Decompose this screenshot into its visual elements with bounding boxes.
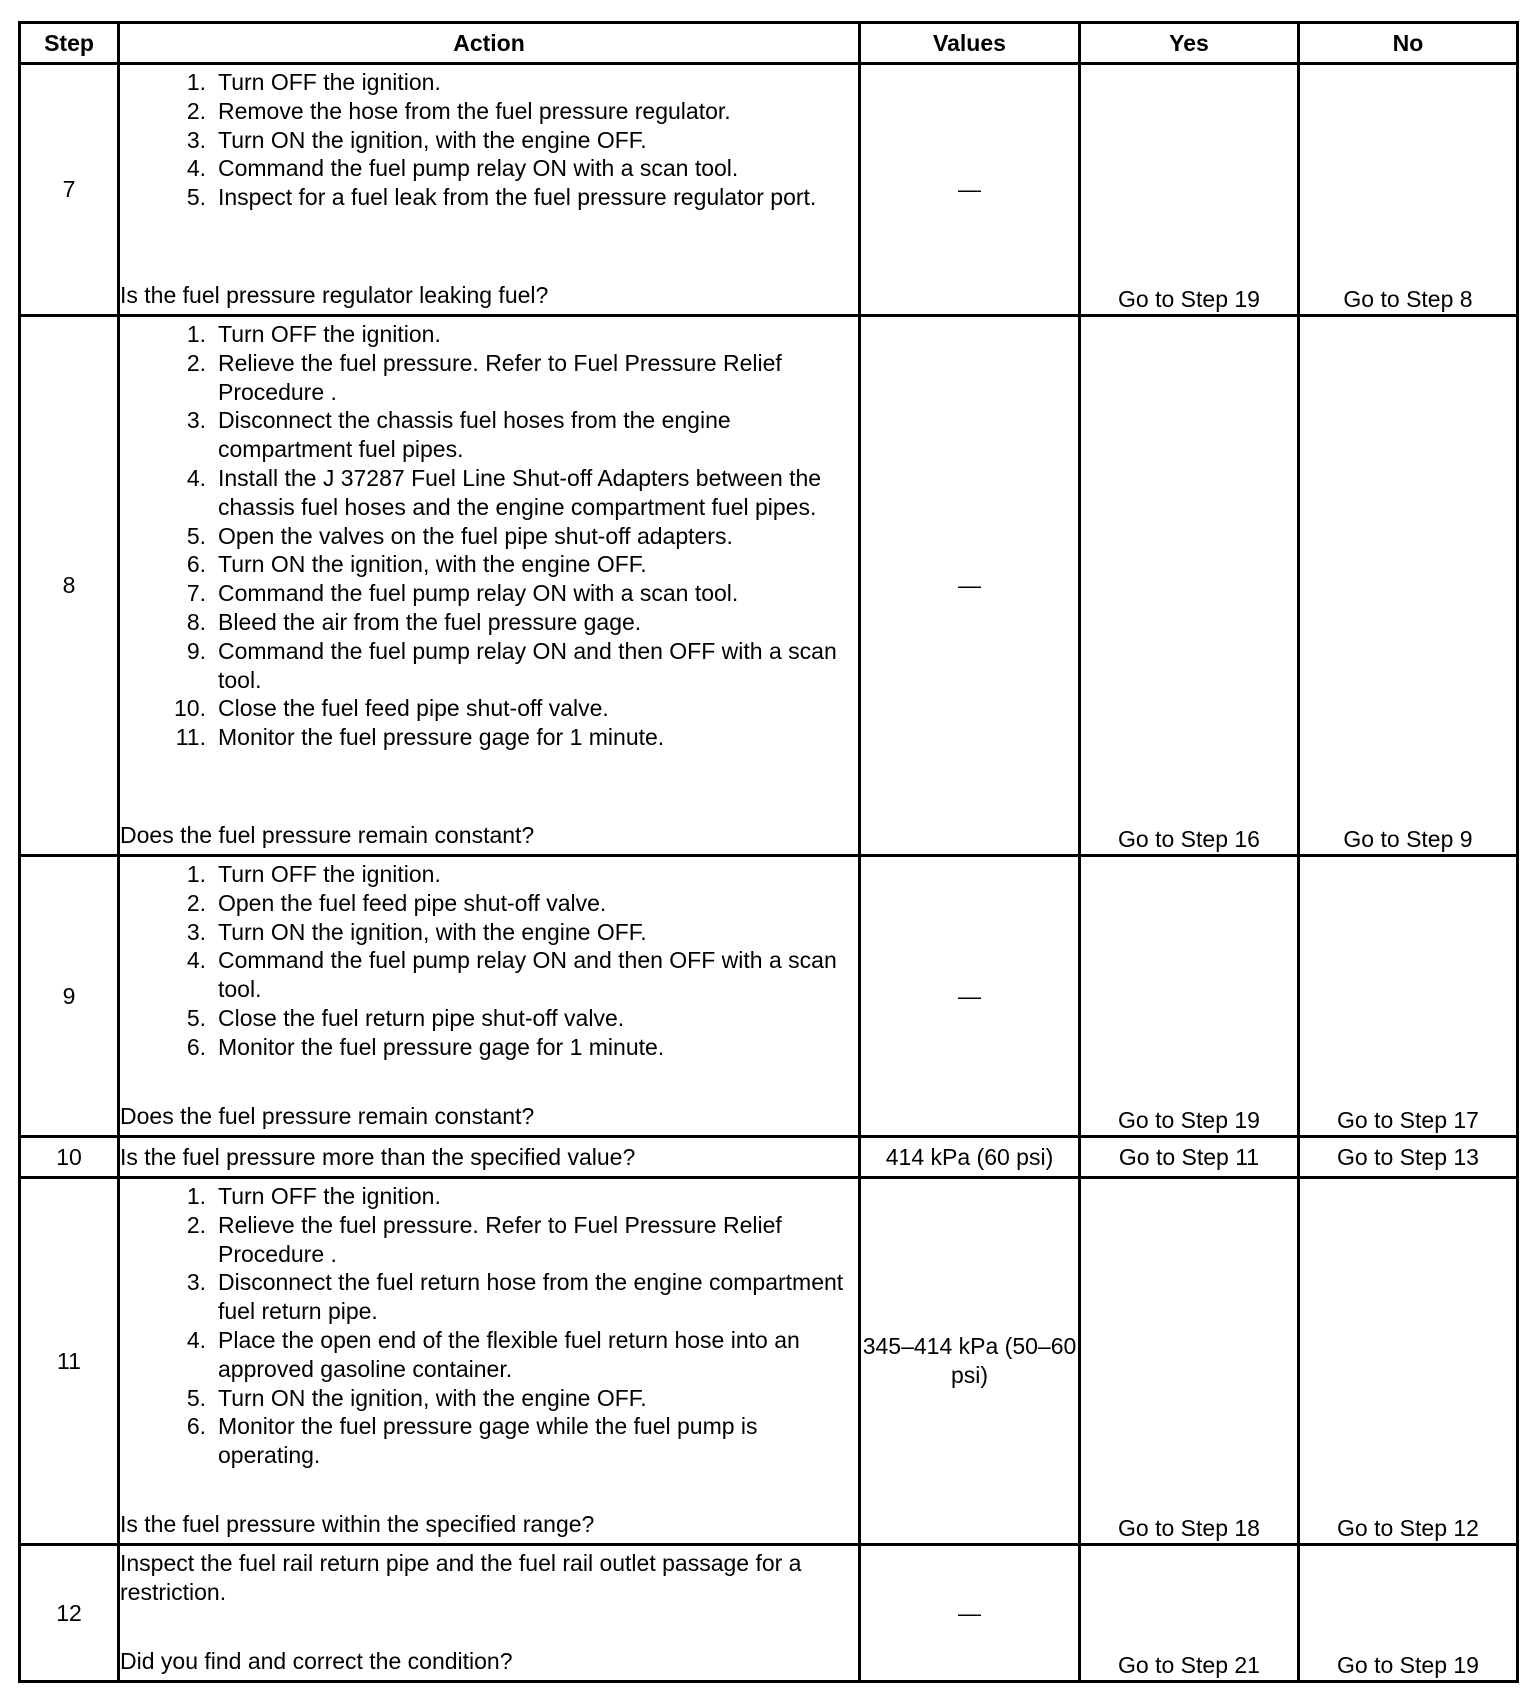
no-cell: Go to Step 12 [1299,1178,1518,1545]
list-item: 4. Command the fuel pump relay ON and then OFF with a scan tool. [186,947,837,1003]
list-item: 6. Monitor the fuel pressure gage while the fuel pump is operating. [186,1413,758,1469]
list-item: 4. Place the open end of the flexible fuel return hose into an approved gasoline container. [186,1326,800,1382]
no-cell: Go to Step 19 [1299,1545,1518,1682]
action-cell [119,64,860,316]
step-number: 9 [20,856,119,1137]
list-item: 4. Command the fuel pump relay ON with a scan tool. [186,155,739,182]
table-row [20,856,1518,1137]
list-item: 9. Command the fuel pump relay ON and then OFF with a scan tool. [186,637,837,693]
value-cell: 414 kPa (60 psi) [860,1137,1080,1178]
list-item: 1. Turn OFF the ignition. [186,861,441,887]
question-text: Does the fuel pressure remain constant? [120,822,535,849]
question-text: Did you find and correct the condition? [120,1648,513,1675]
no-cell: Go to Step 17 [1299,856,1518,1137]
no-cell: Go to Step 13 [1299,1137,1518,1178]
list-item: 8. Bleed the air from the fuel pressure gage. [186,608,642,635]
yes-cell: Go to Step 11 [1080,1137,1299,1178]
table-row [20,1545,1518,1682]
list-item: 1. Turn OFF the ignition. [186,1183,441,1209]
list-item: 3. Disconnect the fuel return hose from the engine compartment fuel return pipe. [186,1269,844,1325]
list-item: 2. Open the fuel feed pipe shut-off valve. [186,889,607,916]
yes-cell: Go to Step 19 [1080,856,1299,1137]
action-cell [119,316,860,856]
value-cell: — [860,64,1080,316]
action-list [120,68,858,212]
list-item: 2. Remove the hose from the fuel pressure regulator. [186,97,731,124]
list-item: 10. Close the fuel feed pipe shut-off valve. [174,695,609,722]
list-item: 6. Monitor the fuel pressure gage for 1 minute. [186,1033,665,1060]
action-cell [119,1137,860,1178]
list-item: 7. Command the fuel pump relay ON with a scan tool. [186,580,739,607]
yes-cell: Go to Step 19 [1080,64,1299,316]
list-item: 1. Turn OFF the ignition. [186,321,441,347]
question-text: Is the fuel pressure regulator leaking fuel? [120,282,549,309]
list-item: 11. Monitor the fuel pressure gage for 1 minute. [175,724,665,751]
list-item: 3. Turn ON the ignition, with the engine OFF. [186,126,647,153]
step-number: 11 [20,1178,119,1545]
question-text: Does the fuel pressure remain constant? [120,1103,535,1130]
list-item: 3. Disconnect the chassis fuel hoses from the engine compartment fuel pipes. [186,407,731,463]
table-row [20,1178,1518,1545]
question-text: Is the fuel pressure more than the specified value? [120,1143,636,1170]
table-row [20,64,1518,316]
value-cell: 345–414 kPa (50–60 psi) [860,1178,1080,1545]
list-item: 3. Turn ON the ignition, with the engine OFF. [186,918,647,945]
header-step: Step [20,23,119,64]
question-text: Is the fuel pressure within the specified range? [120,1511,595,1538]
value-cell: — [860,856,1080,1137]
action-list [120,860,858,1062]
value-cell: — [860,316,1080,856]
step-number: 10 [20,1137,119,1178]
list-item: 4. Install the J 37287 Fuel Line Shut-off Adapters between the chassis fuel hoses and the engine compartment fuel pipes. [186,464,822,520]
header-no: No [1299,23,1518,64]
list-item: 2. Relieve the fuel pressure. Refer to Fuel Pressure Relief Procedure . [186,1211,782,1267]
header-action: Action [119,23,860,64]
action-cell [119,1545,860,1682]
header-row [20,23,1518,64]
action-list [120,320,858,752]
header-values: Values [860,23,1080,64]
table-row [20,316,1518,856]
yes-cell: Go to Step 18 [1080,1178,1299,1545]
yes-cell: Go to Step 21 [1080,1545,1299,1682]
action-text: Inspect the fuel rail return pipe and the fuel rail outlet passage for a restriction. [120,1550,802,1605]
no-cell: Go to Step 8 [1299,64,1518,316]
header-yes: Yes [1080,23,1299,64]
step-number: 8 [20,316,119,856]
table-row [20,1137,1518,1178]
list-item: 5. Inspect for a fuel leak from the fuel pressure regulator port. [186,184,817,211]
no-cell: Go to Step 9 [1299,316,1518,856]
value-cell: — [860,1545,1080,1682]
yes-cell: Go to Step 16 [1080,316,1299,856]
diagnostic-table [18,21,1519,1683]
step-number: 7 [20,64,119,316]
action-list [120,1182,858,1470]
list-item: 6. Turn ON the ignition, with the engine OFF. [186,551,647,578]
list-item: 5. Open the valves on the fuel pipe shut-off adapters. [186,522,733,549]
step-number: 12 [20,1545,119,1682]
list-item: 1. Turn OFF the ignition. [186,69,441,95]
list-item: 2. Relieve the fuel pressure. Refer to Fuel Pressure Relief Procedure . [186,349,782,405]
action-cell [119,1178,860,1545]
list-item: 5. Turn ON the ignition, with the engine OFF. [186,1384,647,1411]
action-cell [119,856,860,1137]
list-item: 5. Close the fuel return pipe shut-off valve. [186,1004,625,1031]
